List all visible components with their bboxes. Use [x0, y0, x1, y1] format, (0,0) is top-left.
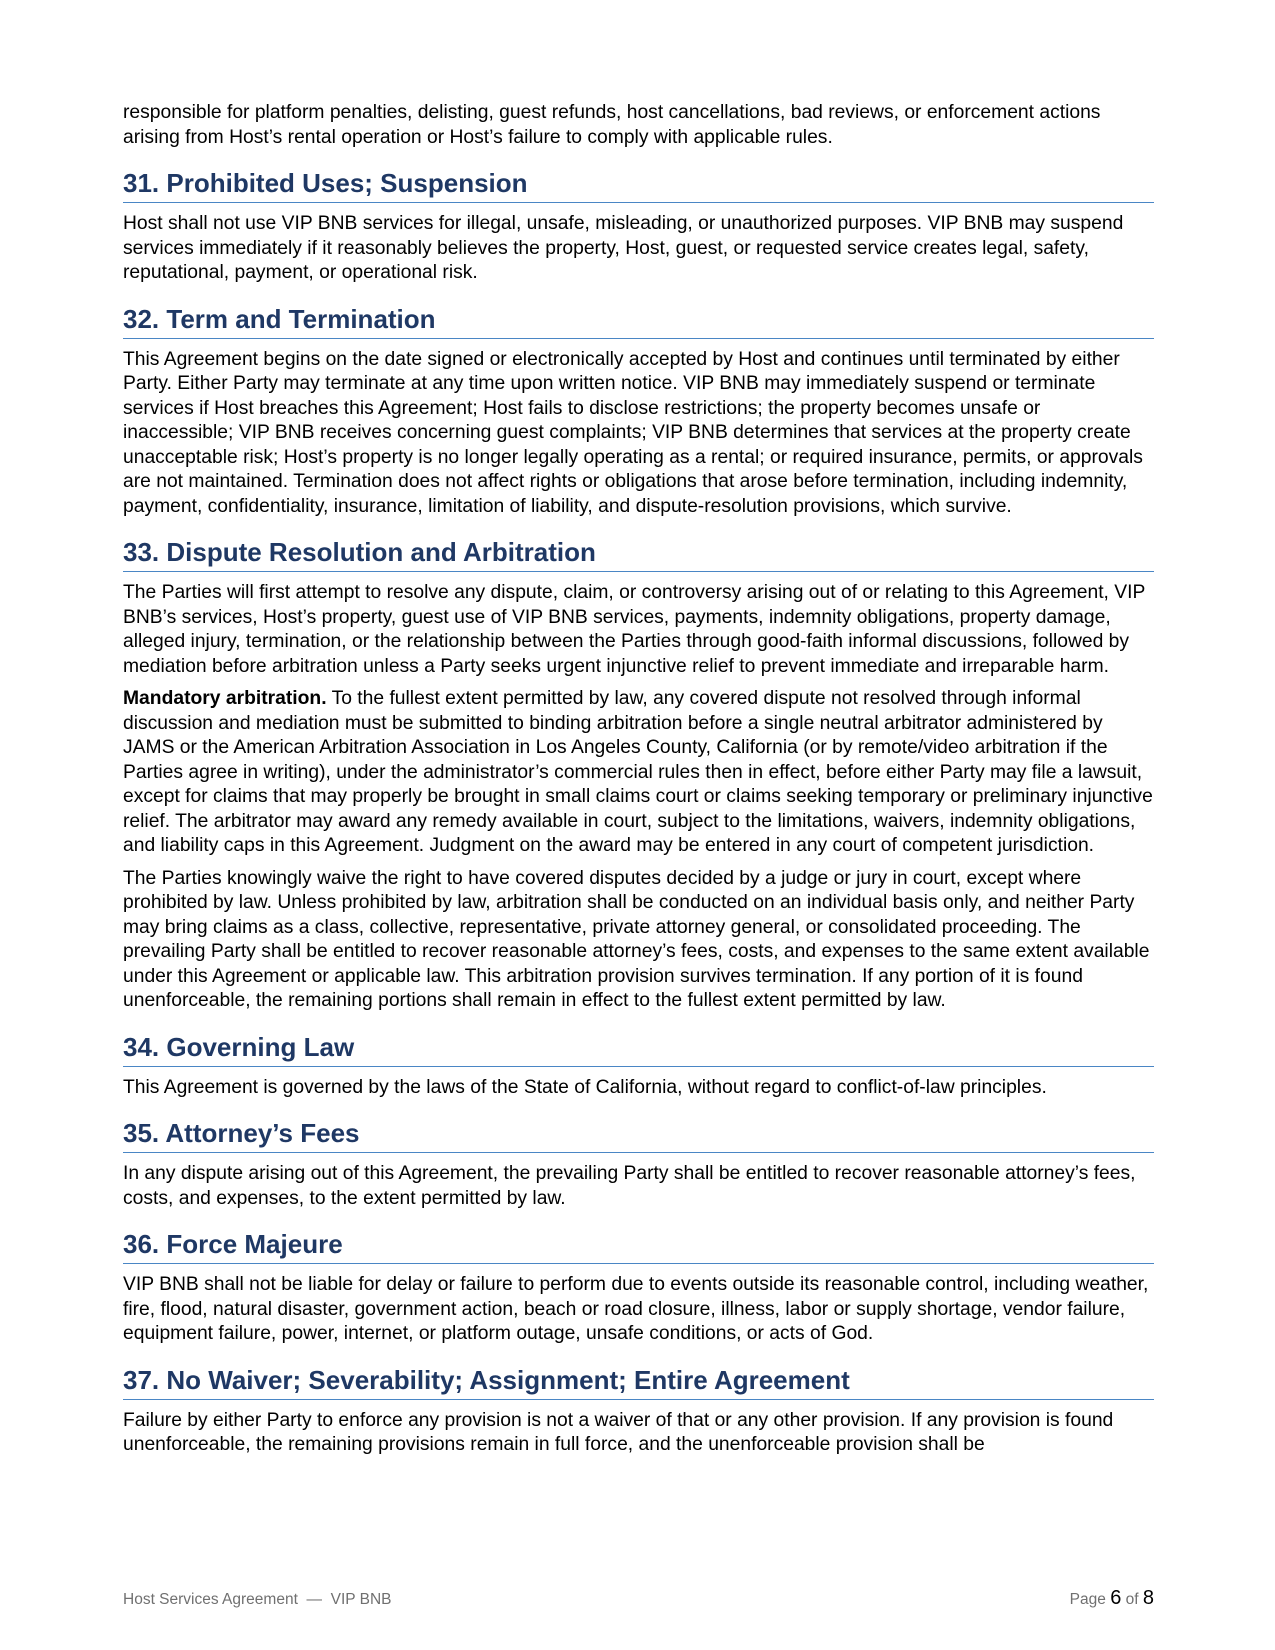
- section-paragraph: [123, 581, 1154, 679]
- section: [123, 168, 1154, 286]
- section-heading: 37. No Waiver; Severability; Assignment; Entire Agreement: [123, 1365, 1154, 1400]
- section-heading: 31. Prohibited Uses; Suspension: [123, 168, 1154, 203]
- intro-paragraph: responsible for platform penalties, delisting, guest refunds, host cancellations, bad reviews, or enforcement actions arising from Host’s rental operation or Host’s failure to comply with applicable rules.: [123, 102, 1101, 148]
- paragraph-text: Host shall not use VIP BNB services for illegal, unsafe, misleading, or unauthorized purposes. VIP BNB may suspend services immediately if it reasonably believes the property, Host, guest, or requested service creates legal, safety, reputational, payment, or operational risk.: [123, 213, 1124, 283]
- section-paragraph: [123, 212, 1154, 286]
- section-heading: 33. Dispute Resolution and Arbitration: [123, 537, 1154, 572]
- section-paragraph: [123, 1162, 1154, 1211]
- section-paragraph: [123, 348, 1154, 520]
- paragraph-text: In any dispute arising out of this Agreement, the prevailing Party shall be entitled to recover reasonable attorney’s fees, costs, and expenses, to the extent permitted by law.: [123, 1163, 1136, 1209]
- paragraph-text: The Parties will first attempt to resolve any dispute, claim, or controversy arising out of or relating to this Agreement, VIP BNB’s services, Host’s property, guest use of VIP BNB services, payments, indemnity obligations, property damage, alleged injury, termination, or the relationship between the Parties through good-faith informal discussions, followed by mediation before arbitration unless a Party seeks urgent injunctive relief to prevent immediate and irreparable harm.: [123, 582, 1145, 677]
- section-paragraph: [123, 687, 1154, 859]
- paragraph-text: Failure by either Party to enforce any provision is not a waiver of that or any other provision. If any provision is found unenforceable, the remaining provisions remain in full force, and the unenforceable provision shall be: [123, 1409, 1114, 1455]
- footer-document-title: Host Services Agreement — VIP BNB: [123, 1591, 392, 1608]
- paragraph-text: To the fullest extent permitted by law, any covered dispute not resolved through informal discussion and mediation must be submitted to binding arbitration before a single neutral arbitrator administered by JAMS or the American Arbitration Association in Los Angeles County, California (or by remote/video arbitration if the Parties agree in writing), under the administrator’s commercial rules then in effect, before either Party may file a lawsuit, except for claims that may properly be brought in small claims court or claims seeking temporary or preliminary injunctive relief. The arbitrator may award any remedy available in court, subject to the limitations, waivers, indemnity obligations, and liability caps in this Agreement. Judgment on the award may be entered in any court of competent jurisdiction.: [123, 688, 1153, 856]
- section-heading: 35. Attorney’s Fees: [123, 1118, 1154, 1153]
- section-heading: 36. Force Majeure: [123, 1229, 1154, 1264]
- section: [123, 537, 1154, 1014]
- section: [123, 1365, 1154, 1458]
- section: [123, 1118, 1154, 1211]
- section: [123, 1032, 1154, 1101]
- section: [123, 1229, 1154, 1347]
- footer-page-current: 6: [1110, 1587, 1122, 1609]
- paragraph-text: The Parties knowingly waive the right to have covered disputes decided by a judge or jury in court, except where prohibited by law. Unless prohibited by law, arbitration shall be conducted on an individual basis only, and neither Party may bring claims as a class, collective, representative, private attorney general, or consolidated proceeding. The prevailing Party shall be entitled to recover reasonable attorney’s fees, costs, and expenses to the same extent available under this Agreement or applicable law. This arbitration provision survives termination. If any portion of it is found unenforceable, the remaining portions shall remain in effect to the fullest extent permitted by law.: [123, 867, 1150, 1011]
- section-paragraph: [123, 1076, 1154, 1101]
- section: [123, 304, 1154, 520]
- footer-of-label: of: [1125, 1591, 1139, 1608]
- paragraph-text: VIP BNB shall not be liable for delay or failure to perform due to events outside its reasonable control, including weather, fire, flood, natural disaster, government action, beach or road closure, illness, labor or supply shortage, vendor failure, equipment failure, power, internet, or platform outage, unsafe conditions, or acts of God.: [123, 1274, 1149, 1344]
- footer-page-indicator: [1070, 1587, 1154, 1610]
- page-footer: [123, 1587, 1154, 1610]
- section-heading: 34. Governing Law: [123, 1032, 1154, 1067]
- footer-page-label: Page: [1069, 1591, 1106, 1608]
- document-body: [123, 101, 1154, 1466]
- footer-page-total: 8: [1142, 1587, 1154, 1609]
- section-paragraph: [123, 1409, 1154, 1458]
- paragraph-lead-in: Mandatory arbitration.: [123, 688, 327, 709]
- section-heading: 32. Term and Termination: [123, 304, 1154, 339]
- paragraph-text: This Agreement is governed by the laws of the State of California, without regard to conflict-of-law principles.: [123, 1076, 1047, 1098]
- sections-container: [123, 168, 1154, 1458]
- paragraph-text: This Agreement begins on the date signed or electronically accepted by Host and continues until terminated by either Party. Either Party may terminate at any time upon written notice. VIP BNB may immediately suspend or terminate services if Host breaches this Agreement; Host fails to disclose restrictions; the property becomes unsafe or inaccessible; VIP BNB receives concerning guest complaints; VIP BNB determines that services at the property create unacceptable risk; Host’s property is no longer legally operating as a rental; or required insurance, permits, or approvals are not maintained. Termination does not affect rights or obligations that arose before termination, including indemnity, payment, confidentiality, insurance, limitation of liability, and dispute-resolution provisions, which survive.: [123, 348, 1143, 517]
- section-paragraph: [123, 1273, 1154, 1347]
- section-paragraph: [123, 867, 1154, 1014]
